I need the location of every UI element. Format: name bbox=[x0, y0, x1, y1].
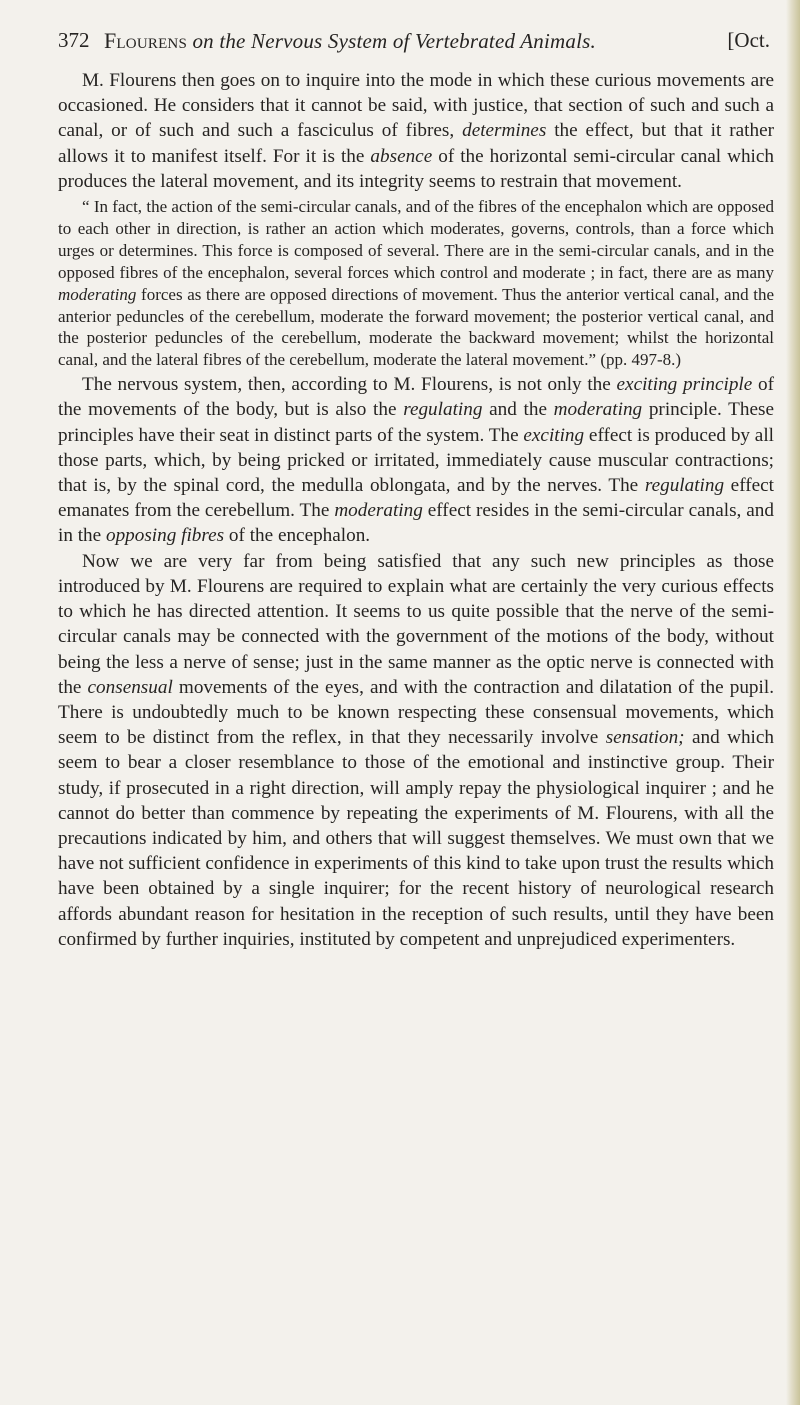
text-run: effect is produced by all those parts, which, by being pricked or irritated, immediately cause muscular contractions; that is, by the spinal cord, the medulla oblongata, and by the nerves. The bbox=[58, 424, 774, 497]
italic-run: regulating bbox=[644, 475, 725, 497]
italic-run: moderating bbox=[334, 500, 423, 522]
italic-run: moderating bbox=[58, 284, 137, 304]
text-run: Now we are very far from being satisfied that any such new principles as those introduced by M. Flourens are required to explain what are certainly the very curious effects to which he has directed attention. It seems to us quite possible that the nerve of the semi-circular canals may be connected with the government of the motions of the body, without being the less a nerve of sense; just in the same manner as the optic nerve is connected with the bbox=[58, 550, 774, 698]
text-run: and the bbox=[482, 399, 554, 421]
text-run: The nervous system, then, according to M. Flourens, is not only the bbox=[82, 374, 617, 396]
italic-run: sensation; bbox=[605, 727, 685, 749]
running-title-author: Flourens bbox=[104, 28, 188, 53]
article-body bbox=[58, 68, 774, 952]
italic-run: consensual bbox=[87, 676, 173, 698]
text-run: forces as there are opposed directions of movement. Thus the anterior vertical canal, and the anterior peduncles of the cerebellum, moderate the forward movement; the posterior vertical canal, and the posterior peduncles of the cerebellum, moderate the backward movement; whilst the horizontal canal, and the lateral fibres of the cerebellum, moderate the lateral movement.” (pp. 497-8.) bbox=[58, 284, 774, 370]
italic-run: moderating bbox=[553, 399, 643, 421]
running-title-rest: on the Nervous System of Vertebrated Animals. bbox=[192, 29, 596, 53]
text-run: effect resides in the semi-circular canals, and in the bbox=[58, 500, 774, 547]
running-header bbox=[58, 28, 770, 62]
paragraph-1 bbox=[58, 68, 774, 194]
paragraph-3 bbox=[58, 372, 774, 548]
text-run: principle. These principles have their seat in distinct parts of the system. The bbox=[58, 399, 774, 446]
text-run: and which seem to bear a closer resemblance to those of the emotional and instinctive group. Their study, if prosecuted in a right direction, will amply repay the physiological inquirer ; and he cannot do better than commence by repeating the experiments of M. Flourens, with all the precautions indicated by him, and others that will suggest themselves. We must own that we have not sufficient confidence in experiments of this kind to take upon trust the results which have been obtained by a single inquirer; for the recent history of neurological research affords abundant reason for hesitation in the reception of such results, until they have been confirmed by further inquiries, instituted by competent and unprejudiced experimenters. bbox=[58, 727, 774, 950]
italic-run: exciting principle bbox=[616, 374, 753, 396]
page-number: 372 bbox=[58, 28, 90, 52]
italic-run: determines bbox=[462, 120, 547, 142]
italic-run: exciting bbox=[523, 424, 585, 446]
text-run: movements of the eyes, and with the contraction and dilatation of the pupil. There is undoubtedly much to be known respecting these consensual movements, which seem to be distinct from the reflex, in that they necessarily involve bbox=[58, 676, 774, 749]
text-run: of the movements of the body, but is also the bbox=[58, 374, 774, 421]
text-run: “ In fact, the action of the semi-circular canals, and of the fibres of the encephalon which are opposed to each other in direction, is rather an action which moderates, governs, controls, than a force which urges or determines. This force is composed of several. There are in the semi-circular canals, and in the opposed fibres of the encephalon, several forces which control and moderate ; in fact, there are as many bbox=[58, 197, 774, 282]
italic-run: opposing fibres bbox=[105, 525, 225, 547]
italic-run: absence bbox=[370, 145, 433, 167]
issue-month: [Oct. bbox=[727, 28, 770, 52]
text-run: effect emanates from the cerebellum. The bbox=[58, 475, 774, 522]
text-run: the effect, but that it rather allows it to manifest itself. For it is the bbox=[58, 120, 774, 167]
text-run: of the encephalon. bbox=[224, 525, 371, 547]
running-title bbox=[104, 28, 596, 54]
paragraph-4 bbox=[58, 549, 774, 952]
quoted-paragraph bbox=[58, 196, 774, 371]
text-run: M. Flourens then goes on to inquire into the mode in which these curious movements are occasioned. He considers that it cannot be said, with justice, that section of such and such a canal, or of such and such a fasciculus of fibres, bbox=[58, 70, 774, 142]
text-run: of the horizontal semi-circular canal which produces the lateral movement, and its integrity seems to restrain that movement. bbox=[58, 145, 774, 192]
page-edge-shadow bbox=[786, 0, 800, 1405]
italic-run: regulating bbox=[403, 399, 483, 421]
